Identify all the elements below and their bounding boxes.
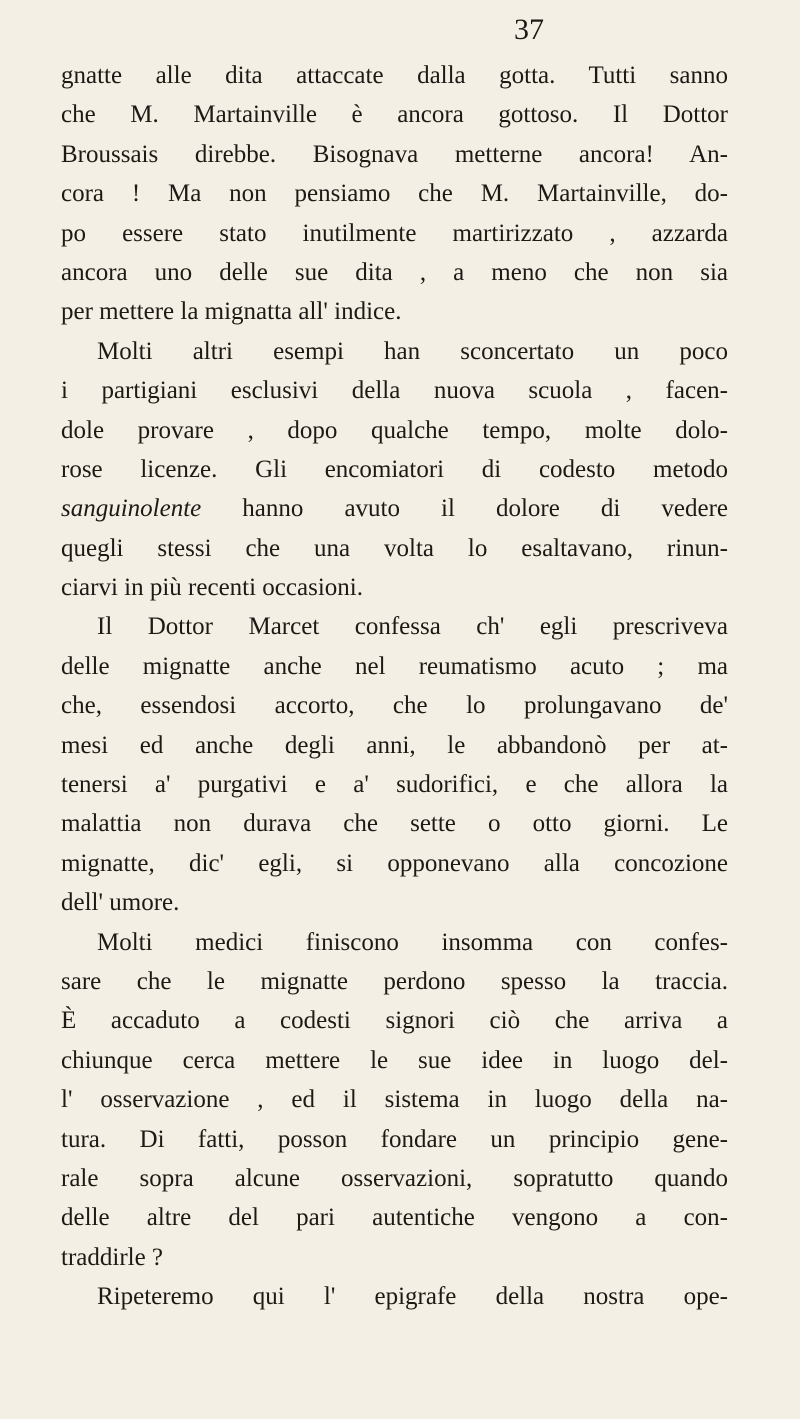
text-line: Broussais direbbe. Bisognava metterne ancora! An- [61, 140, 728, 168]
text-line: che M. Martainville è ancora gottoso. Il Dottor [61, 101, 728, 129]
text-line: che, essendosi accorto, che lo prolungavano de' [61, 692, 728, 720]
text-line: i partigiani esclusivi della nuova scuola , facen- [61, 377, 728, 405]
body-text [61, 56, 728, 1317]
text-line: Molti altri esempi han sconcertato un poco [97, 337, 728, 365]
text-line: mesi ed anche degli anni, le abbandonò per at- [61, 731, 728, 759]
text-line [61, 489, 728, 528]
text-line: ciarvi in più recenti occasioni. [61, 574, 363, 602]
text-line: Ripeteremo qui l' epigrafe della nostra ope- [97, 1283, 728, 1311]
text-line: per mettere la mignatta all' indice. [61, 298, 402, 326]
text-line: dole provare , dopo qualche tempo, molte dolo- [61, 416, 728, 444]
text-line: rale sopra alcune osservazioni, sopratutto quando [61, 1164, 728, 1192]
italic-term: sanguinolente [61, 495, 202, 523]
text-line: dell' umore. [61, 889, 180, 917]
text-line: mignatte, dic' egli, si opponevano alla concozione [61, 849, 728, 877]
page-number: 37 [514, 13, 544, 46]
text-line: ancora uno delle sue dita , a meno che non sia [61, 258, 728, 286]
text-line: gnatte alle dita attaccate dalla gotta. Tutti sanno [61, 62, 728, 89]
text-line: l' osservazione , ed il sistema in luogo della na- [61, 1086, 728, 1114]
text-line: cora ! Ma non pensiamo che M. Martainville, do- [61, 180, 728, 208]
text-line: chiunque cerca mettere le sue idee in luogo del- [61, 1046, 728, 1074]
text-line: tura. Di fatti, posson fondare un principio gene- [61, 1125, 728, 1153]
text-line: delle altre del pari autentiche vengono a con- [61, 1204, 728, 1232]
text-line: Il Dottor Marcet confessa ch' egli prescriveva [97, 613, 728, 641]
text-line: È accaduto a codesti signori ciò che arriva a [61, 1007, 728, 1035]
text-line: delle mignatte anche nel reumatismo acuto ; ma [61, 652, 728, 680]
text-line: po essere stato inutilmente martirizzato , azzarda [61, 219, 728, 247]
text-line: traddirle ? [61, 1243, 164, 1271]
text-line: rose licenze. Gli encomiatori di codesto metodo [61, 455, 728, 483]
text-line: sare che le mignatte perdono spesso la traccia. [61, 967, 728, 995]
text-line: malattia non durava che sette o otto giorni. Le [61, 810, 728, 838]
text-line: tenersi a' purgativi e a' sudorifici, e che allora la [61, 771, 728, 799]
text-line-post: hanno avuto il dolore di vedere [201, 495, 728, 523]
text-line: Molti medici finiscono insomma con confes- [97, 928, 728, 956]
text-line: quegli stessi che una volta lo esaltavano, rinun- [61, 534, 728, 562]
